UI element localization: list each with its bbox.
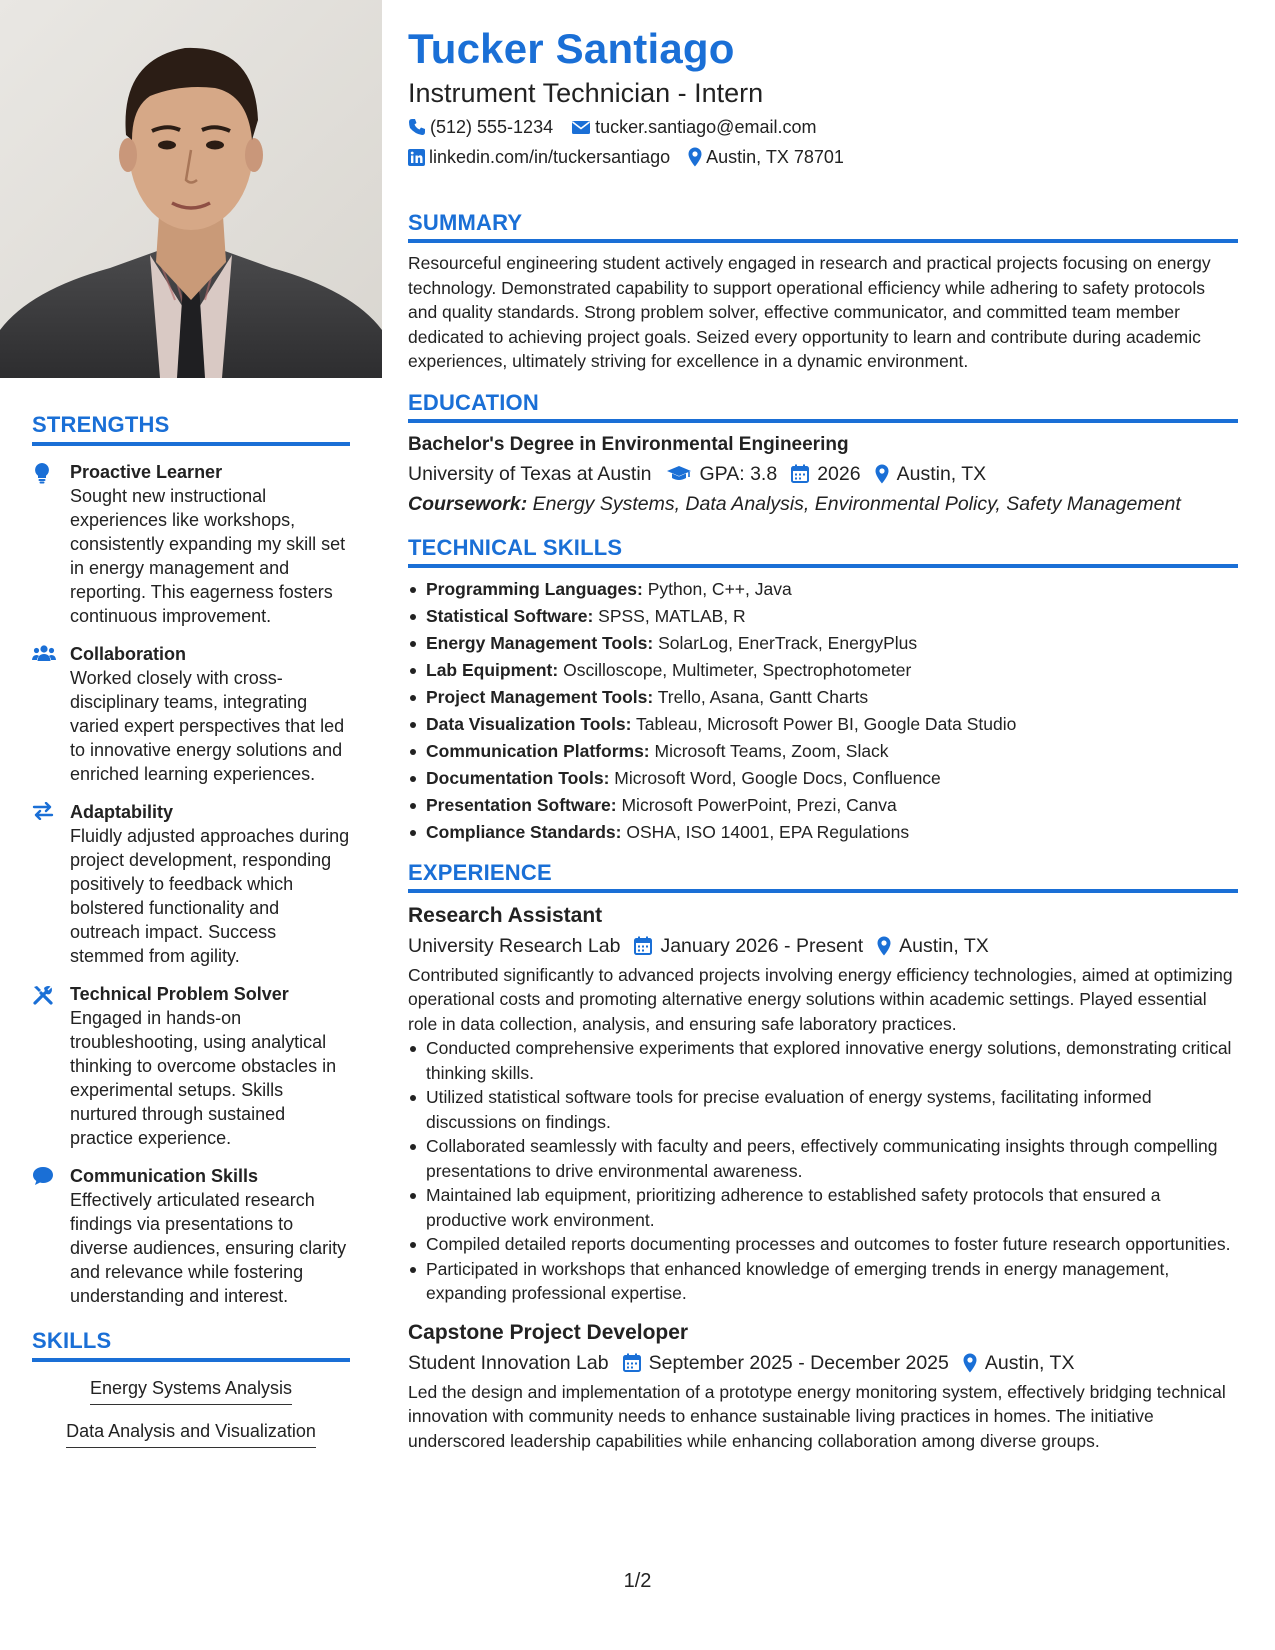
contact-row bbox=[408, 114, 1238, 140]
candidate-name: Tucker Santiago bbox=[408, 25, 735, 72]
location-text: Austin, TX 78701 bbox=[706, 147, 844, 167]
school-name: University of Texas at Austin bbox=[408, 462, 652, 485]
strength-desc: Worked closely with cross-disciplinary teams, integrating varied expert perspectives that led to innovative energy solutions and enriched learning experiences. bbox=[70, 668, 345, 784]
list-item: Statistical Software: SPSS, MATLAB, R bbox=[408, 603, 1238, 630]
list-item: Energy Management Tools: SolarLog, EnerTrack, EnergyPlus bbox=[408, 630, 1238, 657]
list-item: Utilized statistical software tools for precise evaluation of energy systems, facilitating informed discussions on findings. bbox=[408, 1085, 1238, 1134]
job-summary: Led the design and implementation of a prototype energy monitoring system, effectively bridging technical innovation with community needs to enhance sustainable living practices in homes. The initiative underscored leadership capabilities while enhancing collaboration among diverse groups. bbox=[408, 1381, 1226, 1451]
summary-heading: SUMMARY bbox=[408, 210, 1238, 243]
gpa: GPA: 3.8 bbox=[666, 459, 778, 489]
job-title: Capstone Project Developer bbox=[408, 1320, 689, 1344]
job-entry bbox=[408, 1318, 1238, 1454]
sidebar-content bbox=[32, 412, 350, 1462]
email-text[interactable]: tucker.santiago@email.com bbox=[595, 117, 817, 137]
skill-item: Data Analysis and Visualization bbox=[32, 1419, 350, 1448]
linkedin-text[interactable]: linkedin.com/in/tuckersantiago bbox=[429, 147, 671, 167]
list-item: Presentation Software: Microsoft PowerPoint, Prezi, Canva bbox=[408, 792, 1238, 819]
strength-item bbox=[32, 800, 350, 968]
skill-item: Energy Systems Analysis bbox=[32, 1376, 350, 1405]
chat-bubble-icon bbox=[32, 1164, 70, 1308]
job-org: University Research Lab bbox=[408, 934, 621, 957]
technical-skills-list bbox=[408, 576, 1238, 846]
strength-item bbox=[32, 460, 350, 628]
sidebar bbox=[0, 0, 382, 1650]
job-title: Research Assistant bbox=[408, 903, 603, 927]
graduation-cap-icon bbox=[666, 465, 692, 483]
map-pin-icon bbox=[875, 464, 889, 484]
job-entry bbox=[408, 901, 1238, 1306]
map-pin-icon bbox=[963, 1353, 977, 1373]
list-item: Collaborated seamlessly with faculty and peers, effectively communicating insights through compelling presentations to drive environmental awareness. bbox=[408, 1134, 1238, 1183]
graduation-year: 2026 bbox=[791, 459, 860, 489]
linkedin-contact[interactable] bbox=[408, 144, 670, 170]
list-item: Compiled detailed reports documenting processes and outcomes to foster future research opportunities. bbox=[408, 1232, 1238, 1257]
calendar-icon bbox=[791, 464, 809, 483]
strength-desc: Sought new instructional experiences like workshops, consistently expanding my skill set in energy management and reporting. This eagerness fosters continuous improvement. bbox=[70, 486, 346, 626]
job-meta bbox=[408, 1348, 1238, 1378]
list-item: Participated in workshops that enhanced knowledge of emerging trends in energy management, expanding professional expertise. bbox=[408, 1257, 1238, 1306]
skills-heading: SKILLS bbox=[32, 1328, 350, 1362]
job-bullets bbox=[408, 1036, 1238, 1306]
strength-item bbox=[32, 982, 350, 1150]
page-number: 1/2 bbox=[623, 1570, 652, 1592]
degree-title: Bachelor's Degree in Environmental Engineering bbox=[408, 433, 849, 455]
profile-photo bbox=[0, 0, 382, 378]
lightbulb-icon bbox=[32, 460, 70, 628]
strength-title: Collaboration bbox=[70, 644, 186, 664]
strength-title: Communication Skills bbox=[70, 1166, 259, 1186]
main-content bbox=[408, 24, 1238, 1453]
strength-title: Adaptability bbox=[70, 802, 174, 822]
education-heading: EDUCATION bbox=[408, 390, 1238, 423]
calendar-icon bbox=[634, 936, 652, 955]
email-contact[interactable] bbox=[571, 114, 816, 140]
linkedin-icon bbox=[408, 149, 425, 166]
job-dates: September 2025 - December 2025 bbox=[623, 1348, 949, 1378]
education-location: Austin, TX bbox=[875, 459, 987, 489]
strength-desc: Fluidly adjusted approaches during project development, responding positively to feedback which bolstered functionality and outreach impact. Success stemmed from agility. bbox=[70, 826, 350, 966]
list-item: Communication Platforms: Microsoft Teams, Zoom, Slack bbox=[408, 738, 1238, 765]
list-item: Lab Equipment: Oscilloscope, Multimeter, Spectrophotometer bbox=[408, 657, 1238, 684]
list-item: Compliance Standards: OSHA, ISO 14001, EPA Regulations bbox=[408, 819, 1238, 846]
phone-icon bbox=[408, 118, 426, 136]
job-dates: January 2026 - Present bbox=[634, 931, 863, 961]
job-location: Austin, TX bbox=[963, 1348, 1075, 1378]
strength-item bbox=[32, 1164, 350, 1308]
list-item: Conducted comprehensive experiments that explored innovative energy solutions, demonstrating critical thinking skills. bbox=[408, 1036, 1238, 1085]
strength-desc: Effectively articulated research findings via presentations to diverse audiences, ensuring clarity and relevance while fostering understanding and interest. bbox=[70, 1190, 347, 1306]
job-summary: Contributed significantly to advanced projects involving energy efficiency technologies, aimed at optimizing operational costs and promoting alternative energy solutions within academic settings. Played essential role in data collection, analysis, and ensuring safe laboratory practices. bbox=[408, 964, 1233, 1034]
education-meta bbox=[408, 459, 1238, 489]
list-item: Documentation Tools: Microsoft Word, Google Docs, Confluence bbox=[408, 765, 1238, 792]
technical-skills-heading: TECHNICAL SKILLS bbox=[408, 535, 1238, 568]
summary-text: Resourceful engineering student actively engaged in research and practical projects focusing on energy technology. Demonstrated capability to support operational efficiency while adhering to safety protocols and quality standards. Strong problem solver, effective communicator, and committed team member dedicated to achieving project goals. Seized every opportunity to learn and contribute during academic experiences, ultimately striving for excellence in a dynamic environment. bbox=[408, 253, 1211, 371]
map-pin-icon bbox=[877, 936, 891, 956]
phone-text: (512) 555-1234 bbox=[430, 117, 554, 137]
strength-title: Proactive Learner bbox=[70, 462, 223, 482]
job-org: Student Innovation Lab bbox=[408, 1351, 609, 1374]
strength-title: Technical Problem Solver bbox=[70, 984, 289, 1004]
list-item: Project Management Tools: Trello, Asana, Gantt Charts bbox=[408, 684, 1238, 711]
candidate-role: Instrument Technician - Intern bbox=[408, 78, 764, 108]
experience-heading: EXPERIENCE bbox=[408, 860, 1238, 893]
list-item: Programming Languages: Python, C++, Java bbox=[408, 576, 1238, 603]
job-location: Austin, TX bbox=[877, 931, 989, 961]
users-icon bbox=[32, 642, 70, 786]
phone-contact bbox=[408, 114, 553, 140]
contact-row bbox=[408, 144, 1238, 170]
map-pin-icon bbox=[688, 147, 702, 167]
location-contact bbox=[688, 144, 844, 170]
list-item: Data Visualization Tools: Tableau, Microsoft Power BI, Google Data Studio bbox=[408, 711, 1238, 738]
tools-icon bbox=[32, 982, 70, 1150]
strength-item bbox=[32, 642, 350, 786]
coursework: Coursework: Energy Systems, Data Analysis, Environmental Policy, Safety Management bbox=[408, 492, 1181, 515]
list-item: Maintained lab equipment, prioritizing adherence to established safety protocols that ensured a productive work environment. bbox=[408, 1183, 1238, 1232]
arrows-exchange-icon bbox=[32, 800, 70, 968]
strengths-heading: STRENGTHS bbox=[32, 412, 350, 446]
calendar-icon bbox=[623, 1353, 641, 1372]
job-meta bbox=[408, 931, 1238, 961]
envelope-icon bbox=[571, 119, 591, 135]
strength-desc: Engaged in hands-on troubleshooting, using analytical thinking to overcome obstacles in experimental setups. Skills nurtured through sustained practice experience. bbox=[70, 1008, 337, 1148]
